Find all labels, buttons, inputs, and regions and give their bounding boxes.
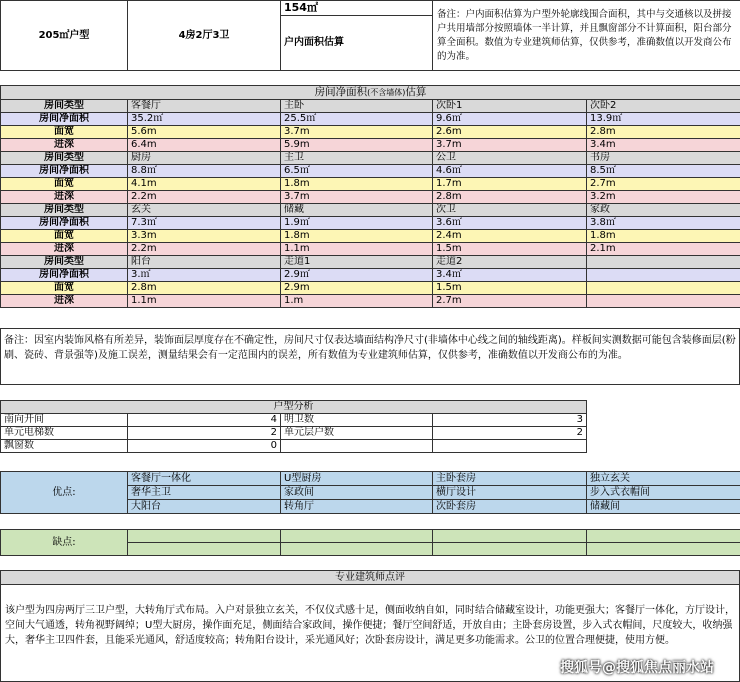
room-depth: 1.1m [281,243,433,256]
room-name: 次卧1 [433,100,587,113]
unit-layout: 4房2厅3卫 [128,1,281,71]
room-row-label: 房间类型 [1,100,128,113]
room-width: 3.7m [281,126,433,139]
analysis-label: 单元电梯数 [1,427,128,440]
room-width: 2.7m [587,178,740,191]
pros-item: 奢华主卫 [128,486,281,500]
room-name: 玄关 [128,204,281,217]
room-area: 6.5㎡ [281,165,433,178]
analysis-value: 2 [433,427,587,440]
pros-item: 转角厅 [281,500,433,514]
room-depth: 2.8m [433,191,587,204]
room-area: 7.3㎡ [128,217,281,230]
room-depth: 3.4m [587,139,740,152]
room-name: 客餐厅 [128,100,281,113]
room-width: 1.8m [587,230,740,243]
room-area: 8.5㎡ [587,165,740,178]
analysis-row [1,440,587,453]
room-row-label: 房间类型 [1,152,128,165]
pros-label: 优点: [1,472,128,514]
pros-item: 独立玄关 [587,472,740,486]
cons-cell [587,530,740,543]
room-area [587,269,740,282]
room-depth: 2.2m [128,243,281,256]
room-name: 阳台 [128,256,281,269]
analysis-value: 2 [128,427,281,440]
pros-item: 储藏间 [587,500,740,514]
room-name: 公卫 [433,152,587,165]
room-row [1,126,740,139]
analysis-label: 单元层户数 [281,427,433,440]
room-row-label: 进深 [1,295,128,308]
room-area: 3.6㎡ [433,217,587,230]
room-title-suffix: 估算 [405,86,427,98]
room-depth: 2.2m [128,191,281,204]
room-name: 走道1 [281,256,433,269]
pros-row [1,472,740,486]
room-table-title [1,86,740,100]
room-row-label: 面宽 [1,126,128,139]
room-row-label: 面宽 [1,178,128,191]
analysis-value [433,440,587,453]
pros-item: 横厅设计 [433,486,587,500]
room-name: 书房 [587,152,740,165]
room-row [1,113,740,126]
header-table [0,0,740,71]
room-area: 2.9㎡ [281,269,433,282]
cons-cell [587,543,740,556]
cons-cell [433,530,587,543]
room-name: 储藏 [281,204,433,217]
room-name: 主卧 [281,100,433,113]
watermark: 搜狐号@搜狐焦点丽水站 [560,660,714,676]
room-row [1,165,740,178]
analysis-row [1,427,587,440]
room-name: 次卫 [433,204,587,217]
room-width: 2.4m [433,230,587,243]
room-area: 3.8㎡ [587,217,740,230]
room-width [587,282,740,295]
room-name: 厨房 [128,152,281,165]
room-row-label: 面宽 [1,230,128,243]
room-width: 1.8m [281,230,433,243]
room-row [1,256,740,269]
room-depth: 6.4m [128,139,281,152]
room-area: 3.4㎡ [433,269,587,282]
analysis-label: 飘窗数 [1,440,128,453]
room-depth: 1.m [281,295,433,308]
room-row [1,217,740,230]
review-text: 该户型为四房两厅三卫户型，大转角厅式布局。入户对景独立玄关，不仅仪式感十足，侧面收纳自如，同时结合储藏室设计，功能更强大；客餐厅一体化，方厅设计，空间大气通透，转角视野阔绰；U型大厨房，操作面充足，侧面结合家政间，操作便捷；餐厅空间舒适，开放自由；主卧套房设置，步入式衣帽间，尺度较大，收纳强大，奢华主卫四件套，且能采光通风，舒适度较高；转角阳台设计，采光通风好；次卧套房设计，满足更多功能需求。公卫的位置合理便捷，使用方便。 [0,585,740,682]
room-table [0,85,740,308]
room-area: 13.9㎡ [587,113,740,126]
room-row [1,178,740,191]
room-width: 2.9m [281,282,433,295]
room-name: 次卧2 [587,100,740,113]
pros-item: 主卧套房 [433,472,587,486]
room-depth: 3.7m [433,139,587,152]
room-name [587,256,740,269]
room-row [1,152,740,165]
room-width: 1.7m [433,178,587,191]
analysis-label: 明卫数 [281,414,433,427]
room-row [1,282,740,295]
room-row [1,230,740,243]
room-row [1,100,740,113]
analysis-label: 南向开间 [1,414,128,427]
room-area: 1.9㎡ [281,217,433,230]
room-depth [587,295,740,308]
room-area: 3.㎡ [128,269,281,282]
room-row [1,269,740,282]
pros-item: 次卧套房 [433,500,587,514]
room-row [1,295,740,308]
pros-item: 家政间 [281,486,433,500]
room-width: 3.3m [128,230,281,243]
room-area: 8.8㎡ [128,165,281,178]
room-width: 2.8m [128,282,281,295]
analysis-title: 户型分析 [1,401,587,414]
cons-table [0,529,740,556]
room-width: 2.6m [433,126,587,139]
room-row-label: 进深 [1,139,128,152]
room-row-label: 房间净面积 [1,269,128,282]
cons-cell [128,530,281,543]
room-name: 主卫 [281,152,433,165]
pros-item: 客餐厅一体化 [128,472,281,486]
room-row-label: 房间净面积 [1,217,128,230]
analysis-row [1,414,587,427]
room-row-label: 房间类型 [1,204,128,217]
room-depth: 1.5m [433,243,587,256]
room-row-label: 房间净面积 [1,113,128,126]
room-name: 家政 [587,204,740,217]
room-row-label: 面宽 [1,282,128,295]
room-row-label: 房间净面积 [1,165,128,178]
room-depth: 3.7m [281,191,433,204]
room-area: 4.6㎡ [433,165,587,178]
analysis-label [281,440,433,453]
room-row-label: 房间类型 [1,256,128,269]
room-width: 1.5m [433,282,587,295]
room-title-small: (不含墙体) [367,88,406,97]
room-row [1,139,740,152]
room-width: 1.8m [281,178,433,191]
room-row [1,204,740,217]
room-depth: 2.7m [433,295,587,308]
pros-item: U型厨房 [281,472,433,486]
room-title-main: 房间净面积 [314,86,368,98]
room-row-label: 进深 [1,191,128,204]
room-area: 25.5㎡ [281,113,433,126]
room-depth: 3.2m [587,191,740,204]
indoor-area-value: 154㎡ [281,1,433,16]
room-depth: 5.9m [281,139,433,152]
header-note: 备注：户内面积估算为户型外轮廓线围合面积，其中与交通核以及拼接户共用墙部分按照墙体一半计算，并且飘窗部分不计算面积，阳台部分算全面积。数值为专业建筑师估算，仅供参考，准确数值以开发商公布的为准。 [433,1,740,71]
room-depth: 2.1m [587,243,740,256]
pros-table [0,471,740,514]
cons-cell [281,543,433,556]
analysis-table [0,400,587,453]
room-area: 35.2㎡ [128,113,281,126]
review-title: 专业建筑师点评 [0,570,740,585]
room-area: 9.6㎡ [433,113,587,126]
cons-cell [128,543,281,556]
room-row-label: 进深 [1,243,128,256]
cons-cell [433,543,587,556]
cons-cell [281,530,433,543]
cons-label: 缺点: [1,530,128,556]
analysis-value: 0 [128,440,281,453]
room-width: 2.8m [587,126,740,139]
unit-area-label: 205㎡户型 [1,1,128,71]
room-name: 走道2 [433,256,587,269]
indoor-area-label: 户内面积估算 [281,16,433,71]
room-width: 5.6m [128,126,281,139]
pros-item: 步入式衣帽间 [587,486,740,500]
pros-item: 大阳台 [128,500,281,514]
room-width: 4.1m [128,178,281,191]
analysis-value: 4 [128,414,281,427]
analysis-value: 3 [433,414,587,427]
room-row [1,191,740,204]
room-row [1,243,740,256]
room-note: 备注：因室内装饰风格有所差异，装饰面层厚度存在不确定性，房间尺寸仅表达墙面结构净尺寸(非墙体中心线之间的轴线距离)。样板间实测数据可能包含装修面层(粉刷、瓷砖、背景强等)及施工误差，测量结果会有一定范围内的误差，所有数值为专业建筑师估算，仅供参考，准确数值以开发商公布的为准。 [0,328,740,385]
room-depth: 1.1m [128,295,281,308]
